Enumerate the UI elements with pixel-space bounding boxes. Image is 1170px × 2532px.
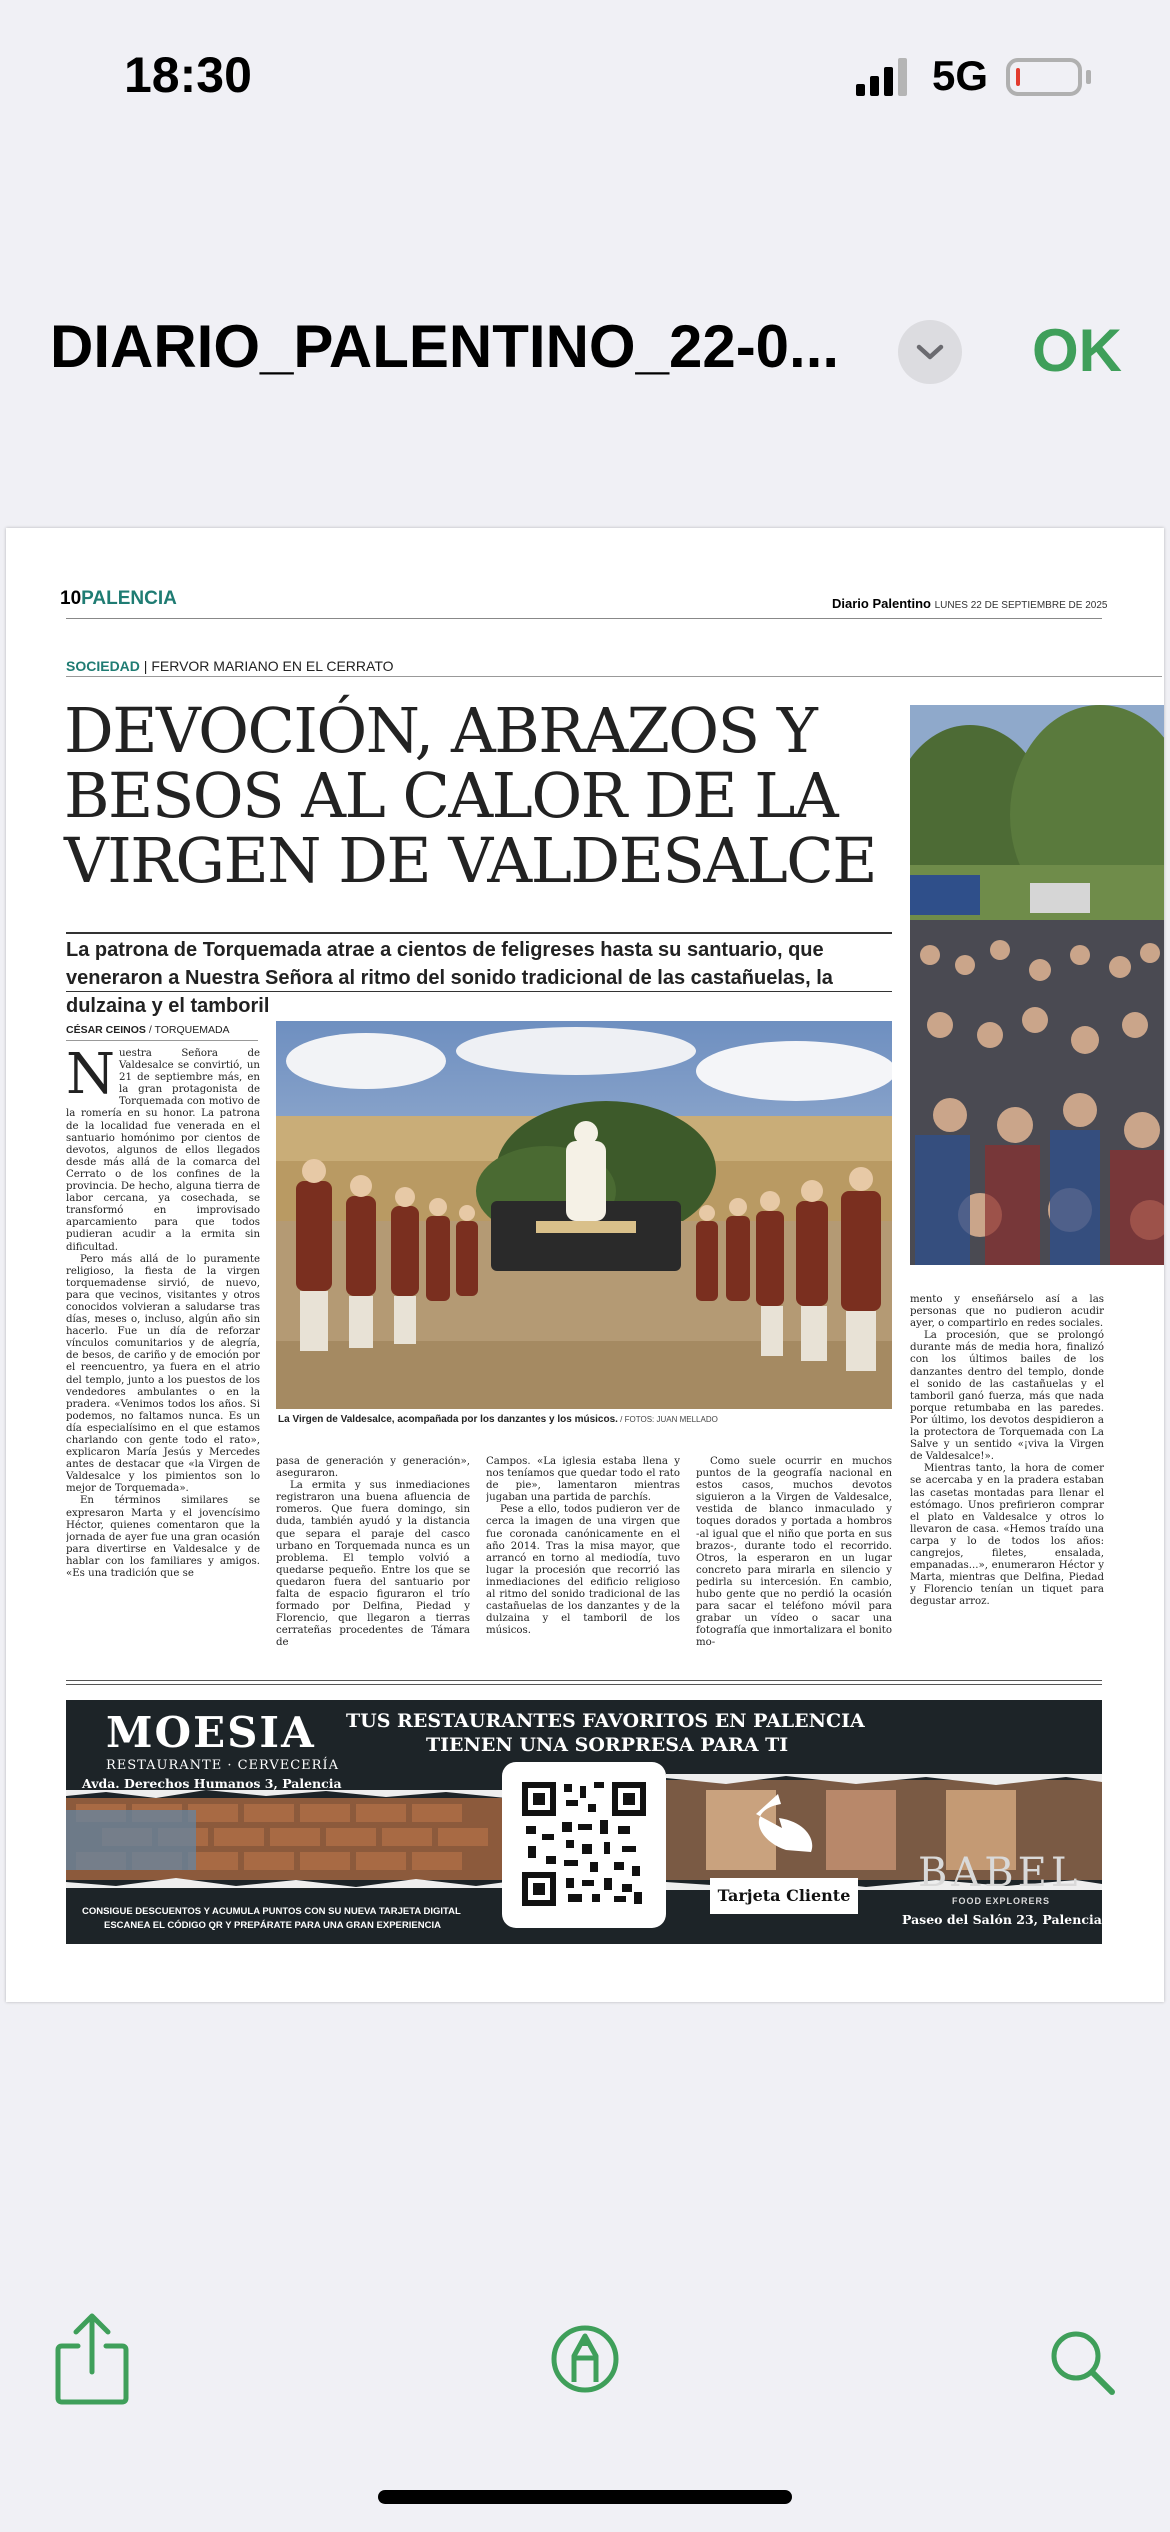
ad-brand-left: MOESIA: [106, 1708, 316, 1757]
ad-brand-left-sub: RESTAURANTE · CERVECERÍA: [106, 1758, 339, 1773]
article-column-2: pasa de generación y generación», aseguraron. La ermita y sus inmediaciones registraron una buena afluencia de romeros. Que fuera domingo, sin duda, también ayudó y la distancia que separa el paraje del casco urbano en Torquemada nunca es un problema. El templo volvió a quedarse pequeño. Entre los que se quedaron fuera del santuario por falta de espacio figuraron el trío formado por Delfina, Piedad y Florencio, que llegaron a tierras cerrateñas procedentes de Támara de: [276, 1456, 470, 1649]
home-indicator[interactable]: [378, 2490, 792, 2504]
article-column-5: mento y enseñárselo así a las personas que no pudieron acudir ayer, o compartirlo en redes sociales. La procesión, que se prolongó durante más de media hora, finalizó con los últimos bailes de los danzantes dentro del templo, donde el sonido de las castañuelas y el tamboril ganó fuerza, más que nada porque retumbaba en las paredes. Por último, los devotos despidieron a la protectora de Torquemada con La Salve y un sentido «¡viva la Virgen de Valdesalce!». Mientras tanto, la hora de comer se acercaba y en la pradera estaban las casetas montadas para llenar el estómago. Unos prefirieron comprar el plato en Valdesalce y otros lo llevaron de casa. «Hemos traído una carpa y lo de todos los años: cangrejos, filetes, ensalada, empanadas...», enumeraron Héctor y Marta, mientras que Delfina, Piedad y Florencio tenían un tiquet para degustar arroz.: [910, 1294, 1104, 1608]
ad-card-label: Tarjeta Cliente: [710, 1878, 858, 1914]
article-column-4: Como suele ocurrir en muchos puntos de la geografía nacional en estos casos, muchos devotos siguieron a la Virgen de Valdesalce, vestida de blanco inmaculado y toques dorados y portada a hombros -al igual que el niño que porta en sus brazos-, durante todo el recorrido. Otros, la esperaron en un lugar concreto para mirarla en silencio y pedirla su intercesión. En cambio, hubo gente que no perdió la ocasión para sacar el teléfono móvil para grabar un vídeo o sacar una fotografía que inmortalizara el bonito mo-: [696, 1456, 892, 1649]
battery-icon: [1006, 58, 1082, 96]
chevron-down-icon: [913, 341, 947, 363]
article-column-1: Nuestra Señora de Valdesalce se convirtió, un 21 de septiembre más, en la gran protagonista de Torquemada con motivo de la romería en su honor. La patrona de la localidad fue venerada en el santuario homónimo por cientos de devotos, algunos de ellos llegados desde más allá de la comarca del Cerrato o de los confines de la provincia. De hecho, alguna tierra de labor cercana, ya cosechada, se transformó en improvisado aparcamiento para que todos pudieran acudir a la ermita sin dificultad. Pero más allá de lo puramente religioso, la fiesta de la virgen torquemadense sirvió, de nuevo, para que vecinos, visitantes y otros conocidos volvieran a saludarse tras días, meses o, incluso, algún año sin hacerlo. Fue un día de reforzar vínculos comunitarios y de alegría, de besos, de cariño y de emoción por el reencuentro, ya fuera en el atrio del templo, junto a los puestos de los vendedores ambulantes o en la pradera. «Venimos todos los años. Si podemos, no faltamos nunca. Es un día especialísimo en el que estamos charlando con gente todo el rato», explicaron María Jesús y Mercedes antes de destacar que «la Virgen de Valdesalce y los pimientos son lo mejor de Torquemada». En términos similares se expresaron Marta y el jovencísimo Héctor, quienes comentaron que la jornada de ayer fue una gran ocasión para divertirse en Valdesalce y de hablar con los familiares y amigos. «Es una tradición que se: [66, 1048, 260, 1580]
headline: DEVOCIÓN, ABRAZOS Y BESOS AL CALOR DE LA VIRGEN DE VALDESALCE: [64, 694, 876, 897]
qr-code-icon: [522, 1782, 646, 1906]
byline: [66, 1024, 230, 1036]
ad-qr-code[interactable]: [502, 1762, 666, 1928]
masthead: [832, 596, 1107, 611]
category: SOCIEDAD: [66, 658, 140, 674]
drop-cap: N: [66, 1048, 115, 1107]
masthead-date: LUNES 22 DE SEPTIEMBRE DE 2025: [934, 600, 1108, 611]
byline-place: / TORQUEMADA: [145, 1024, 230, 1036]
page-number: 10: [60, 588, 82, 609]
photo-caption: La Virgen de Valdesalce, acompañada por los danzantes y los músicos. / FOTOS: JUAN MELLADO: [278, 1414, 718, 1425]
page-section: PALENCIA: [81, 588, 177, 609]
ad-headline-2: TIENEN UNA SORPRESA PARA TI: [426, 1734, 789, 1756]
status-bar: [0, 0, 1170, 150]
ad-headline-1: TUS RESTAURANTES FAVORITOS EN PALENCIA: [346, 1710, 865, 1732]
section-line: [66, 658, 394, 674]
ad-address-left: Avda. Derechos Humanos 3, Palencia: [82, 1776, 342, 1791]
photo-credit: / FOTOS: JUAN MELLADO: [617, 1415, 718, 1424]
ad-footer-1: CONSIGUE DESCUENTOS Y ACUMULA PUNTOS CON SU NUEVA TARJETA DIGITAL: [82, 1906, 461, 1917]
article-column-3: Campos. «La iglesia estaba llena y nos teníamos que quedar todo el rato de pie», lamentaron mientras jugaban una partida de parchís. Pese a ello, todos pudieron ver de cerca la imagen de una virgen que fue coronada canónicamente en el año 2014. Tras la misa mayor, que arrancó en torno al mediodía, tuvo lugar la procesión que recorrió las inmediaciones del edificio religioso al ritmo del sonido tradicional de las castañuelas de los danzantes y de la dulzaina y el tamboril de los músicos.: [486, 1456, 680, 1637]
search-icon[interactable]: [1048, 2328, 1118, 2398]
crowd-photo: [910, 705, 1164, 1265]
markup-icon[interactable]: [550, 2324, 620, 2394]
share-icon[interactable]: [52, 2312, 132, 2408]
document-title-bar: [0, 150, 1170, 384]
ad-brand-right-sub: FOOD EXPLORERS: [952, 1896, 1051, 1906]
procession-photo: [276, 1021, 892, 1409]
ok-button[interactable]: OK: [1032, 317, 1122, 384]
cellular-signal-icon: [854, 58, 914, 98]
network-type: 5G: [932, 52, 989, 99]
ad-brand-right: BABEL: [918, 1850, 1082, 1896]
ad-footer-2: ESCANEA EL CÓDIGO QR Y PREPÁRATE PARA UNA GRAN EXPERIENCIA: [104, 1920, 441, 1931]
ad-address-right: Paseo del Salón 23, Palencia: [902, 1912, 1102, 1927]
bottom-toolbar: [0, 2300, 1170, 2420]
document-title[interactable]: DIARIO_PALENTINO_22-0...: [50, 313, 840, 380]
page-folio: [60, 588, 177, 610]
deck: La patrona de Torquemada atrae a cientos de feligreses hasta su santuario, que veneraron a Nuestra Señora al ritmo del sonido tradicional de las castañuelas, la dulzaina y el tamboril: [66, 939, 833, 1017]
subcategory: | FERVOR MARIANO EN EL CERRATO: [143, 658, 394, 674]
title-menu-button[interactable]: [898, 320, 962, 384]
byline-author: CÉSAR CEINOS: [66, 1024, 146, 1036]
advertisement[interactable]: [66, 1700, 1102, 1944]
status-time: 18:30: [124, 47, 252, 103]
masthead-name: Diario Palentino: [832, 596, 931, 611]
